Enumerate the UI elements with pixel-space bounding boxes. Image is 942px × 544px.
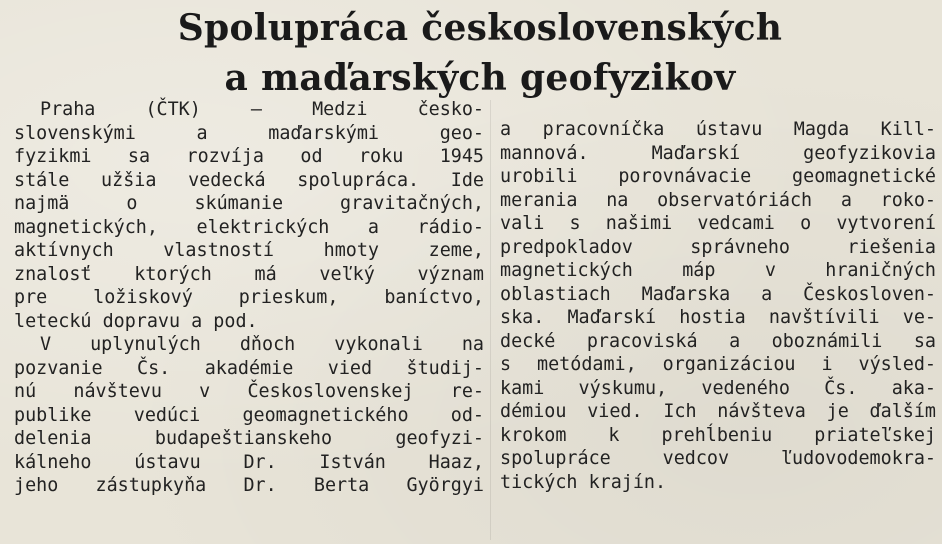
- article-line: Praha (ČTK) — Medzi česko-: [40, 99, 484, 120]
- article-line: tických krajín.: [500, 471, 667, 493]
- article-line: vali s našimi vedcami o vytvorení: [500, 213, 936, 234]
- article-line: najmä o skúmanie gravitačných,: [14, 193, 484, 214]
- article-line: decké pracoviská a oboznámili sa: [500, 330, 936, 352]
- article-line: urobili porovnávacie geomagnetické: [500, 166, 936, 187]
- article-line: magnetických, elektrických a rádio-: [14, 216, 484, 238]
- article-line: fyzikmi sa rozvíja od roku 1945: [14, 146, 484, 167]
- article-line: krokom k prehĺbeniu priateľskej: [500, 424, 936, 446]
- headline-line-1: Spolupráca československých: [177, 7, 783, 49]
- article-line: aktívnych vlastností hmoty zeme,: [14, 240, 484, 261]
- article-line: slovenskými a maďarskými geo-: [14, 122, 484, 144]
- article-line: spolupráce vedcov ľudovodemokra-: [500, 448, 936, 469]
- article-line: znalosť ktorých má veľký význam: [14, 263, 484, 285]
- article-line: kami výskumu, vedeného Čs. aka-: [500, 377, 936, 399]
- article-column-left: [14, 98, 484, 498]
- article-line: démiou vied. Ich návšteva je ďalším: [500, 401, 936, 422]
- article-line: delenia budapeštianskeho geofyzi-: [14, 428, 484, 449]
- article-line: nú návštevu v Československej re-: [14, 381, 484, 402]
- article-line: jeho zástupkyňa Dr. Berta Györgyi: [14, 475, 484, 496]
- article-line: ska. Maďarskí hostia navštívili ve-: [500, 307, 936, 328]
- article-line: stále užšia vedecká spolupráca. Ide: [14, 169, 484, 191]
- article-line: merania na observatóriách a roko-: [500, 189, 936, 211]
- article-line: kálneho ústavu Dr. István Haaz,: [14, 451, 484, 473]
- article-line: mannová. Maďarskí geofyzikovia: [500, 142, 936, 164]
- headline-line-2: a maďarských geofyzikov: [224, 57, 736, 99]
- article-line: leteckú dopravu a pod.: [14, 310, 258, 332]
- article-line: oblastiach Maďarska a Českosloven-: [500, 283, 936, 305]
- article-line: publike vedúci geomagnetického od-: [14, 404, 484, 426]
- article-column-right: [500, 118, 936, 494]
- article-line: s metódami, organizáciou i výsled-: [500, 354, 936, 375]
- article-line: predpokladov správneho riešenia: [500, 236, 936, 258]
- article-line: magnetických máp v hraničných: [500, 260, 936, 281]
- article-line: V uplynulých dňoch vykonali na: [40, 334, 484, 355]
- article-line: pre ložiskový prieskum, baníctvo,: [14, 287, 484, 308]
- column-divider: [490, 100, 491, 540]
- article-line: pozvanie Čs. akadémie vied študij-: [14, 357, 484, 379]
- article-line: a pracovníčka ústavu Magda Kill-: [500, 119, 936, 140]
